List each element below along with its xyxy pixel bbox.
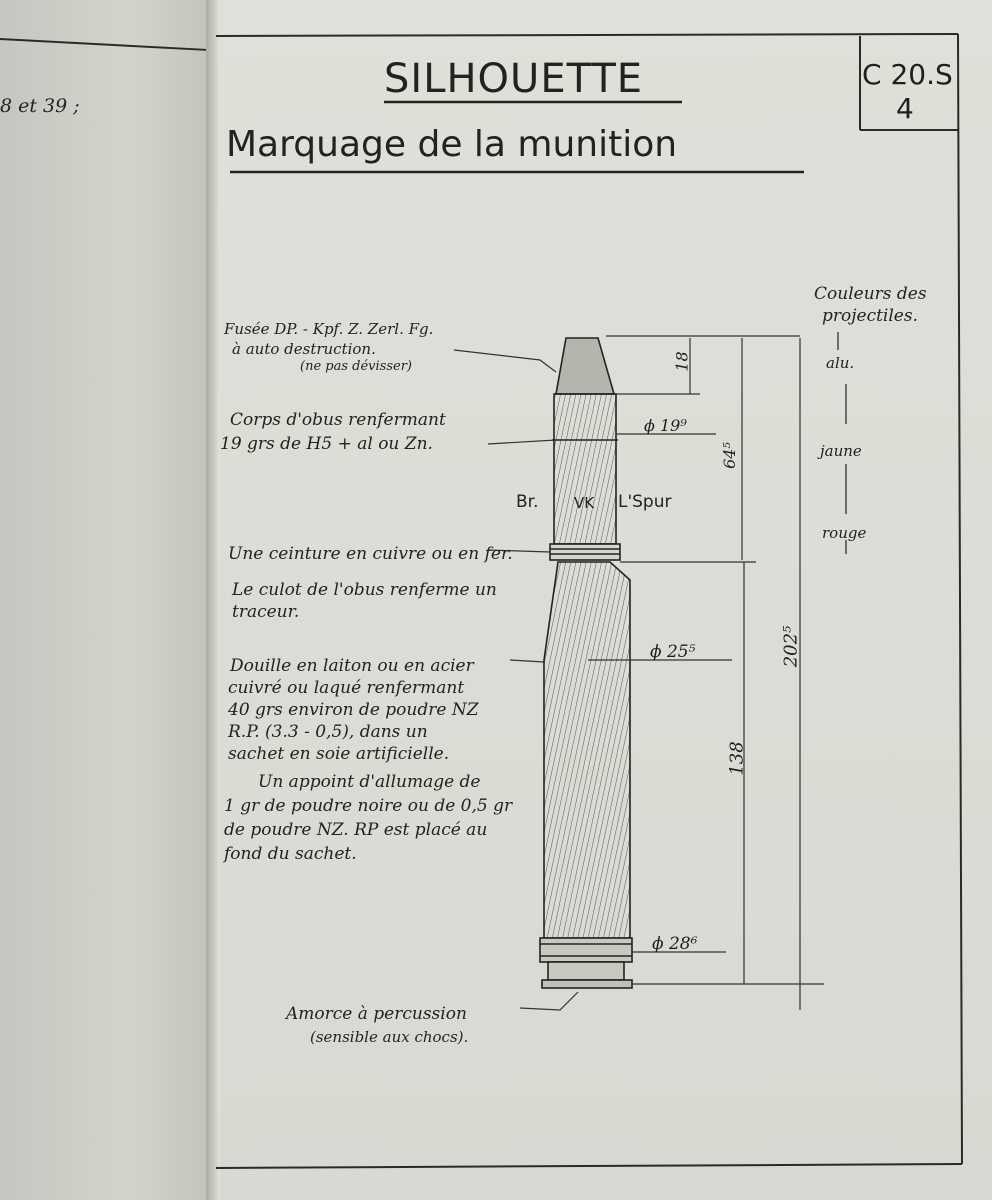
annotation-douille-line1: Douille en laiton ou en acier — [230, 656, 474, 676]
annotation-fusee-line3: (ne pas dévisser) — [300, 359, 412, 374]
legend-color-middle: jaune — [820, 442, 862, 460]
annotation-appoint-line2: 1 gr de poudre noire ou de 0,5 gr — [224, 796, 513, 816]
body-marking-left: Br. — [516, 492, 539, 512]
cartridge-case — [544, 562, 630, 938]
legend-title-line2: projectiles. — [822, 306, 918, 326]
annotation-douille-line4: R.P. (3.3 - 0,5), dans un — [228, 722, 428, 742]
annotation-douille-line3: 40 grs environ de poudre NZ — [228, 700, 479, 720]
dimension-total-length: 202⁵ — [780, 625, 802, 668]
page-title: SILHOUETTE — [384, 56, 644, 102]
reference-page-number: 4 — [896, 92, 914, 125]
case-base — [548, 962, 624, 980]
dimension-shell-length: 64⁵ — [719, 442, 739, 469]
annotation-douille-line2: cuivré ou laqué renfermant — [228, 678, 465, 698]
legend-color-bottom: rouge — [822, 524, 867, 542]
dimension-body-diameter: ϕ 19⁹ — [644, 416, 687, 435]
dimension-rim-diameter: ϕ 28⁶ — [652, 934, 698, 954]
legend-title-line1: Couleurs des — [814, 284, 927, 304]
primer — [542, 980, 632, 988]
annotation-amorce-line2: (sensible aux chocs). — [310, 1028, 469, 1046]
annotation-corps-line1: Corps d'obus renfermant — [230, 410, 446, 430]
annotation-fusee-line1: Fusée DP. - Kpf. Z. Zerl. Fg. — [224, 320, 434, 338]
reference-code: C 20.S — [862, 58, 953, 91]
projectile-body — [554, 394, 616, 544]
annotation-appoint-line1: Un appoint d'allumage de — [258, 772, 481, 792]
annotation-ceinture: Une ceinture en cuivre ou en fer. — [228, 544, 513, 564]
driving-band — [550, 544, 620, 560]
dimension-case-diameter: ϕ 25⁵ — [650, 642, 696, 662]
legend-color-top: alu. — [826, 354, 855, 372]
fuze — [556, 338, 614, 394]
annotation-corps-line2: 19 grs de H5 + al ou Zn. — [220, 434, 433, 454]
dimension-case-length: 138 — [726, 741, 748, 776]
case-rim — [540, 938, 632, 962]
annotation-fusee-line2: à auto destruction. — [232, 340, 376, 358]
page-subtitle: Marquage de la munition — [226, 124, 678, 165]
body-marking-center: VK — [574, 494, 595, 512]
annotation-amorce-line1: Amorce à percussion — [286, 1004, 467, 1024]
annotation-culot-line1: Le culot de l'obus renferme un — [232, 580, 497, 600]
left-page-fragment: 8 et 39 ; — [0, 95, 80, 117]
annotation-appoint-line3: de poudre NZ. RP est placé au — [224, 820, 488, 840]
annotation-appoint-line4: fond du sachet. — [224, 844, 357, 864]
body-marking-right: L'Spur — [618, 492, 672, 512]
annotation-douille-line5: sachet en soie artificielle. — [228, 744, 450, 764]
cartridge-drawing — [540, 338, 632, 988]
dimension-fuze-length: 18 — [672, 351, 692, 372]
annotation-culot-line2: traceur. — [232, 602, 300, 622]
